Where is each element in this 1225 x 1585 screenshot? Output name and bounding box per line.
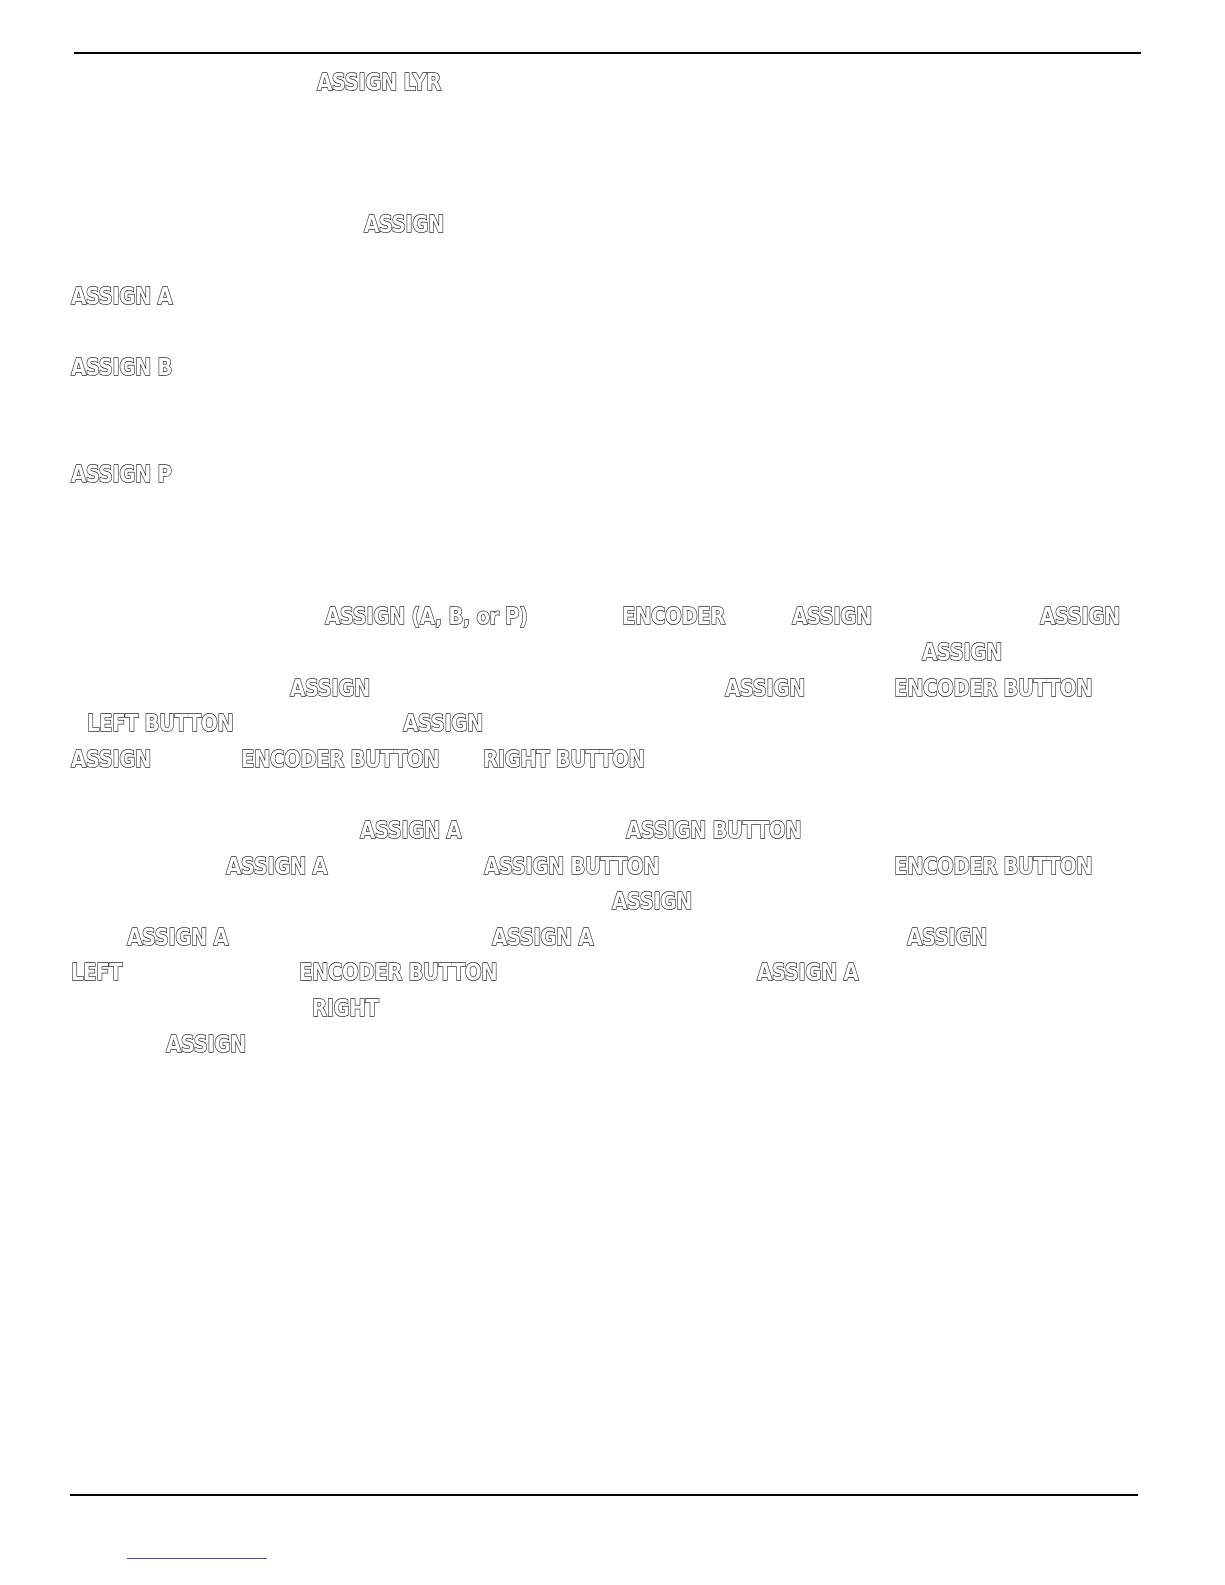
assign-label: ASSIGN: [922, 640, 1002, 666]
assign-label: ASSIGN: [403, 711, 483, 737]
assign-a-heading: ASSIGN A: [71, 284, 173, 310]
header-rule: [74, 52, 1141, 54]
footer-link-underline[interactable]: [127, 1558, 267, 1559]
assign-label: ASSIGN: [907, 925, 987, 951]
assign-label: ASSIGN: [71, 747, 151, 773]
assign-a-label: ASSIGN A: [127, 925, 229, 951]
footer-rule: [70, 1494, 1138, 1496]
encoder-button-label: ENCODER BUTTON: [894, 854, 1093, 880]
left-button-label: LEFT BUTTON: [87, 711, 234, 737]
right-label: RIGHT: [312, 996, 379, 1022]
assign-a-label: ASSIGN A: [757, 960, 859, 986]
assign-b-heading: ASSIGN B: [71, 355, 172, 381]
left-label: LEFT: [71, 960, 123, 986]
encoder-button-label: ENCODER BUTTON: [894, 676, 1093, 702]
assign-a-label: ASSIGN A: [226, 854, 328, 880]
assign-button-label: ASSIGN BUTTON: [484, 854, 660, 880]
assign-a-label: ASSIGN A: [492, 925, 594, 951]
encoder-label: ENCODER: [622, 604, 725, 630]
encoder-button-label: ENCODER BUTTON: [241, 747, 440, 773]
assign-label: ASSIGN: [792, 604, 872, 630]
assign-label: ASSIGN: [290, 676, 370, 702]
assign-label: ASSIGN: [725, 676, 805, 702]
right-button-label: RIGHT BUTTON: [483, 747, 645, 773]
assign-button-label: ASSIGN BUTTON: [626, 818, 802, 844]
assign-lyr-label: ASSIGN LYR: [317, 70, 441, 96]
assign-a-label: ASSIGN A: [360, 818, 462, 844]
assign-abp-label: ASSIGN (A, B, or P): [325, 604, 528, 630]
assign-intro-label: ASSIGN: [364, 212, 444, 238]
assign-p-heading: ASSIGN P: [71, 462, 172, 488]
assign-label: ASSIGN: [612, 889, 692, 915]
assign-label: ASSIGN: [1040, 604, 1120, 630]
assign-label: ASSIGN: [166, 1032, 246, 1058]
encoder-button-label: ENCODER BUTTON: [299, 960, 498, 986]
